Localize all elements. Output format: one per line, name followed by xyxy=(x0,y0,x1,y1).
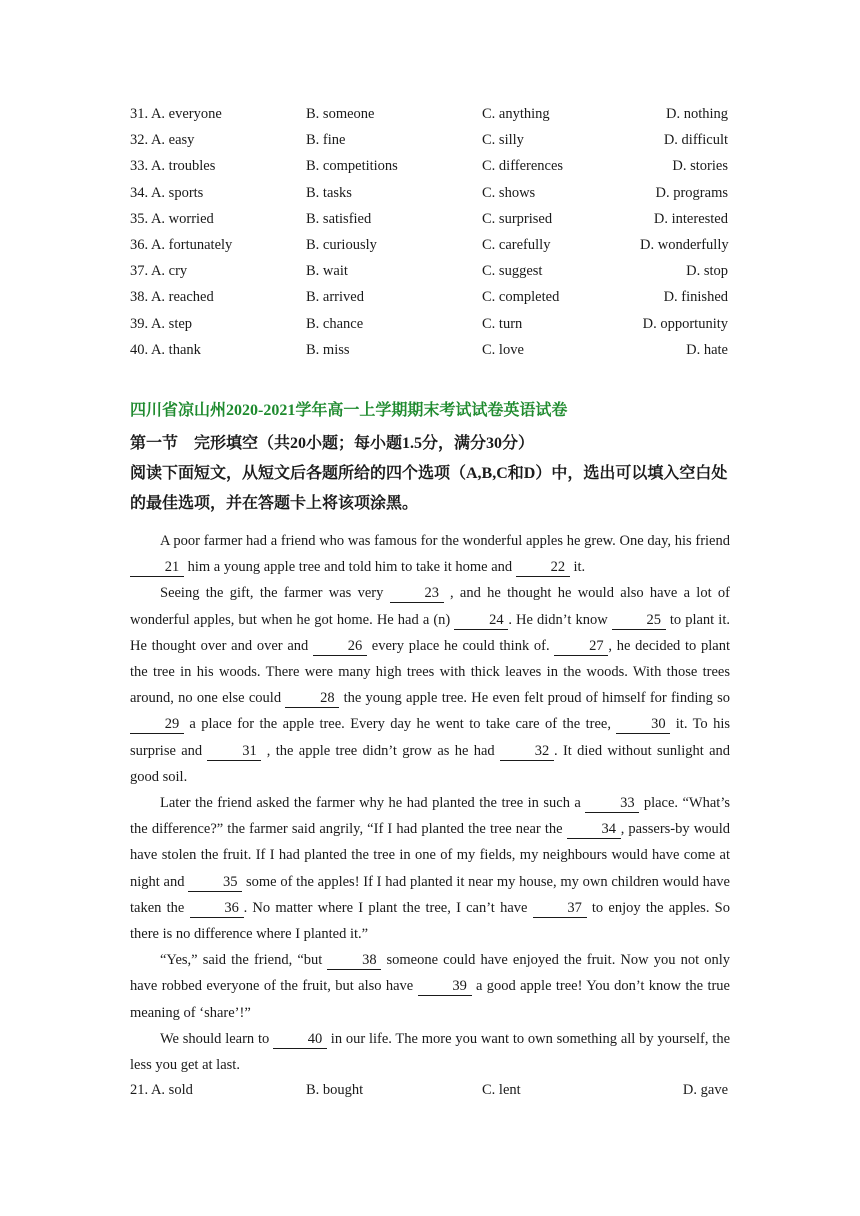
option-d: D. stories xyxy=(672,158,728,175)
option-c: C. differences xyxy=(482,158,564,175)
option-a: 35. A. worried xyxy=(130,210,214,227)
section-heading: 第一节 完形填空（共20小题；每小题1.5分，满分30分） xyxy=(130,435,535,452)
option-row xyxy=(0,156,860,182)
cloze-passage xyxy=(130,528,730,1078)
option-a: 33. A. troubles xyxy=(130,158,216,175)
option-row xyxy=(0,130,860,156)
blank-number: 38 xyxy=(327,951,381,970)
blank-number: 28 xyxy=(285,689,339,708)
passage-text: . It died without sunlight and good soil. xyxy=(130,742,731,785)
passage-text: , passers-by would have stolen the fruit. If I had planted the tree in one of my fields, my neighbours would have come at night and xyxy=(130,821,730,890)
option-d: D. nothing xyxy=(665,106,728,122)
option-b: B. someone xyxy=(306,106,375,122)
option-c: C. carefully xyxy=(482,237,551,253)
option-d: D. opportunity xyxy=(642,315,728,332)
blank-number: 31 xyxy=(207,742,261,761)
option-d: D. programs xyxy=(655,184,728,201)
blank-number: 40 xyxy=(273,1030,327,1049)
blank-number: 32 xyxy=(500,742,554,761)
option-a: 39. A. step xyxy=(130,315,193,332)
blank-number: 35 xyxy=(188,873,242,892)
passage-paragraph xyxy=(130,528,730,580)
passage-text: . No matter where I plant the tree, I can’t have xyxy=(243,899,533,916)
option-a: 36. A. fortunately xyxy=(130,237,233,253)
passage-text: in our life. The more you want to own something all by yourself, the less you get at last. xyxy=(130,1030,731,1074)
passage-paragraph xyxy=(130,1026,730,1078)
option-row xyxy=(0,104,860,130)
option-row xyxy=(0,314,860,340)
option-a: 38. A. reached xyxy=(130,289,214,306)
exam-title: 四川省凉山州2020-2021学年高一上学期期末考试试卷英语试卷 xyxy=(130,402,568,419)
option-a: 31. A. everyone xyxy=(130,106,222,122)
option-b: B. arrived xyxy=(306,289,364,306)
blank-number: 26 xyxy=(313,637,367,656)
option-b: B. fine xyxy=(306,132,346,149)
passage-text: it. To his surprise and xyxy=(130,716,730,759)
option-b: B. competitions xyxy=(306,158,398,175)
blank-number: 29 xyxy=(130,715,184,734)
option-row xyxy=(0,209,860,235)
option-d: D. wonderfully xyxy=(640,237,729,253)
instructions: 阅读下面短文，从短文后各题所给的四个选项（A,B,C和D）中，选出可以填入空白处的最佳选项，并在答题卡上将该项涂黑。 xyxy=(130,465,728,512)
blank-number: 39 xyxy=(418,977,472,996)
option-b: B. satisfied xyxy=(306,210,372,227)
passage-text: We should learn to xyxy=(160,1030,274,1047)
passage-text: the young apple tree. He even felt proud of himself for finding so xyxy=(339,690,730,707)
passage-text: some of the apples! If I had planted it near my house, my own children would have taken the xyxy=(130,873,730,916)
option-c: C. completed xyxy=(482,289,560,306)
blank-number: 25 xyxy=(612,611,666,630)
blank-number: 23 xyxy=(390,584,444,603)
passage-paragraph xyxy=(130,580,730,790)
option-row xyxy=(0,287,860,313)
option-c: C. lent xyxy=(482,1082,521,1098)
option-c: C. turn xyxy=(482,315,523,332)
option-c: C. love xyxy=(482,341,524,358)
option-b: B. curiously xyxy=(306,237,377,253)
option-row xyxy=(0,1080,860,1106)
option-a: 37. A. cry xyxy=(130,263,188,280)
option-a: 21. A. sold xyxy=(130,1082,193,1098)
passage-text: “Yes,” said the friend, “but xyxy=(160,952,328,969)
blank-number: 36 xyxy=(190,899,244,918)
option-d: D. hate xyxy=(686,341,728,358)
blank-number: 22 xyxy=(516,558,570,577)
blank-number: 27 xyxy=(554,637,608,656)
passage-text: him a young apple tree and told him to take it home and xyxy=(184,559,516,576)
passage-text: , he decided to plant the tree in his woods. There were many high trees with thick leaves in the woods. With those trees around, no one else could xyxy=(130,637,731,707)
option-d: D. gave xyxy=(682,1082,728,1098)
option-d: D. interested xyxy=(653,210,728,227)
passage-text: every place he could think of. xyxy=(367,637,555,654)
option-b: B. miss xyxy=(306,341,350,358)
option-b: B. tasks xyxy=(306,184,352,201)
passage-text: A poor farmer had a friend who was famous for the wonderful apples he grew. One day, his friend xyxy=(160,533,730,549)
passage-text: Later the friend asked the farmer why he had planted the tree in such a xyxy=(160,795,586,812)
passage-paragraph xyxy=(130,790,730,947)
blank-number: 24 xyxy=(454,611,508,630)
option-d: D. stop xyxy=(686,263,728,280)
option-c: C. suggest xyxy=(482,263,543,280)
passage-text: , the apple tree didn’t grow as he had xyxy=(261,742,500,759)
blank-number: 30 xyxy=(616,715,670,734)
option-a: 40. A. thank xyxy=(130,341,201,358)
option-c: C. anything xyxy=(482,106,550,122)
passage-text: place. “What’s the difference?” the farmer said angrily, “If I had planted the tree near the xyxy=(130,795,731,838)
passage-text: , and he thought he would also have a lot of wonderful apples, but when he got home. He had a (n) xyxy=(130,585,730,628)
option-a: 34. A. sports xyxy=(130,184,204,201)
passage-text: someone could have enjoyed the fruit. Now you not only have robbed everyone of the fruit, but also have xyxy=(130,952,730,995)
passage-text: to enjoy the apples. So there is no difference where I planted it.” xyxy=(130,899,730,943)
option-a: 32. A. easy xyxy=(130,132,195,149)
option-b: B. bought xyxy=(306,1082,364,1098)
passage-paragraph xyxy=(130,947,730,1026)
passage-text: it. xyxy=(569,559,586,576)
passage-text: a place for the apple tree. Every day he went to take care of the tree, xyxy=(184,716,617,733)
option-b: B. chance xyxy=(306,315,364,332)
option-d: D. finished xyxy=(663,289,728,306)
passage-text: Seeing the gift, the farmer was very xyxy=(160,585,390,602)
blank-number: 33 xyxy=(585,794,639,813)
option-row xyxy=(0,340,860,366)
option-d: D. difficult xyxy=(663,132,728,149)
passage-text: a good apple tree! You don’t know the true meaning of ‘share’!” xyxy=(130,978,730,1021)
option-row xyxy=(0,183,860,209)
option-c: C. silly xyxy=(482,132,524,149)
option-row xyxy=(0,261,860,287)
option-c: C. shows xyxy=(482,184,536,201)
blank-number: 37 xyxy=(533,899,587,918)
blank-number: 34 xyxy=(567,820,621,839)
option-c: C. surprised xyxy=(482,210,553,227)
option-b: B. wait xyxy=(306,263,348,280)
blank-number: 21 xyxy=(130,558,184,577)
option-row xyxy=(0,235,860,261)
passage-text: . He didn’t know xyxy=(508,611,612,628)
passage-text: to plant it. He thought over and over and xyxy=(130,611,730,654)
